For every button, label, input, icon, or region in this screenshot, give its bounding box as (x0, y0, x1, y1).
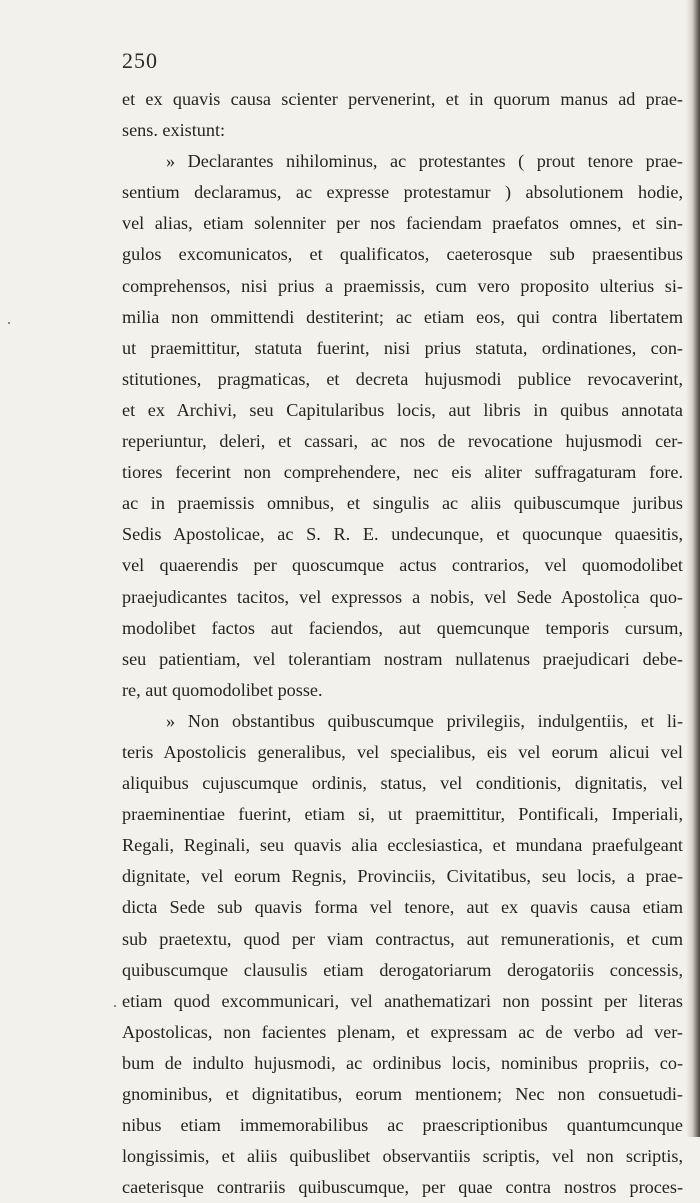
text-line: seu patientiam, vel tolerantiam nostram nullatenus praejudicari debe- (122, 648, 683, 669)
page-edge-shadow (686, 0, 700, 1137)
text-line: tiores fecerint non comprehendere, nec eis aliter suffragaturam fore. (122, 462, 683, 483)
text-line: aliquibus cujuscumque ordinis, status, vel conditionis, dignitatis, vel (122, 773, 683, 794)
text-line: vel alias, etiam solenniter per nos faciendam praefatos omnes, et sin- (122, 213, 683, 234)
text-line: etiam quod excommunicari, vel anathematizari non possint per literas (122, 990, 683, 1011)
text-line: gulos excomunicatos, et qualificatos, caeterosque sub praesentibus (122, 244, 683, 265)
body-text (122, 84, 683, 1203)
text-line: re, aut quomodolibet posse. (122, 679, 323, 700)
text-line: et ex quavis causa scienter pervenerint, et in quorum manus ad prae- (122, 89, 683, 109)
text-line: » Non obstantibus quibuscumque privilegiis, indulgentiis, et li- (166, 710, 683, 731)
text-line: caeterisque contrariis quibuscumque, per quae contra nostros proces- (122, 1177, 683, 1198)
text-line: Regali, Reginali, seu quavis alia ecclesiastica, et mundana praefulgeant (122, 835, 683, 856)
text-line: vel quaerendis per quoscumque actus contrarios, vel quomodolibet (122, 555, 683, 576)
text-line: sens. existunt: (122, 120, 226, 141)
paper-speck (8, 322, 10, 324)
text-line: teris Apostolicis generalibus, vel specialibus, eis vel eorum alicui vel (122, 741, 683, 762)
text-line: modolibet factos aut faciendos, aut quemcunque temporis cursum, (122, 617, 683, 638)
text-line: Sedis Apostolicae, ac S. R. E. undecunque, et quocunque quaesitis, (122, 524, 683, 545)
paper-speck (624, 606, 626, 608)
text-line: praeminentiae fuerint, etiam si, ut praemittitur, Pontificali, Imperiali, (122, 804, 683, 825)
text-line: reperiuntur, deleri, et cassari, ac nos de revocatione hujusmodi cer- (122, 431, 683, 452)
text-line: praejudicantes tacitos, vel expressos a nobis, vel Sede Apostolica quo- (122, 586, 683, 607)
text-line: gnominibus, et dignitatibus, eorum mentionem; Nec non consuetudi- (122, 1084, 683, 1104)
text-line: et ex Archivi, seu Capitularibus locis, aut libris in quibus annotata (122, 399, 683, 420)
text-line: Apostolicas, non facientes plenam, et expressam ac de verbo ad ver- (122, 1021, 683, 1042)
text-line: » Declarantes nihilominus, ac protestantes ( prout tenore prae- (166, 151, 683, 172)
text-line: bum de indulto hujusmodi, ac ordinibus locis, nominibus propriis, co- (122, 1052, 683, 1073)
text-line: dignitate, vel eorum Regnis, Provinciis, Civitatibus, seu locis, a prae- (122, 866, 683, 887)
text-line: nibus etiam immemorabilibus ac praescriptionibus quantumcunque (122, 1115, 683, 1136)
text-line: milia non ommittendi destiterint; ac etiam eos, qui contra libertatem (122, 306, 683, 327)
page-number: 250 (122, 48, 158, 73)
text-line: stitutiones, pragmaticas, et decreta hujusmodi publice revocaverint, (122, 368, 683, 389)
text-line: comprehensos, nisi prius a praemissis, cum vero proposito ulterius si- (122, 275, 683, 296)
text-line: sentium declaramus, ac expresse protestamur ) absolutionem hodie, (122, 182, 683, 203)
text-line: sub praetextu, quod per viam contractus, aut remunerationis, et cum (122, 928, 683, 949)
text-line: ut praemittitur, statuta fuerint, nisi prius statuta, ordinationes, con- (122, 337, 683, 358)
text-line: longissimis, et aliis quibuslibet observantiis scriptis, vel non scriptis, (122, 1146, 683, 1167)
text-line: quibuscumque clausulis etiam derogatoriarum derogatoriis concessis, (122, 959, 683, 980)
paper-speck (114, 1005, 116, 1007)
text-line: dicta Sede sub quavis forma vel tenore, aut ex quavis causa etiam (122, 897, 683, 918)
text-line: ac in praemissis omnibus, et singulis ac aliis quibuscumque juribus (122, 493, 683, 514)
